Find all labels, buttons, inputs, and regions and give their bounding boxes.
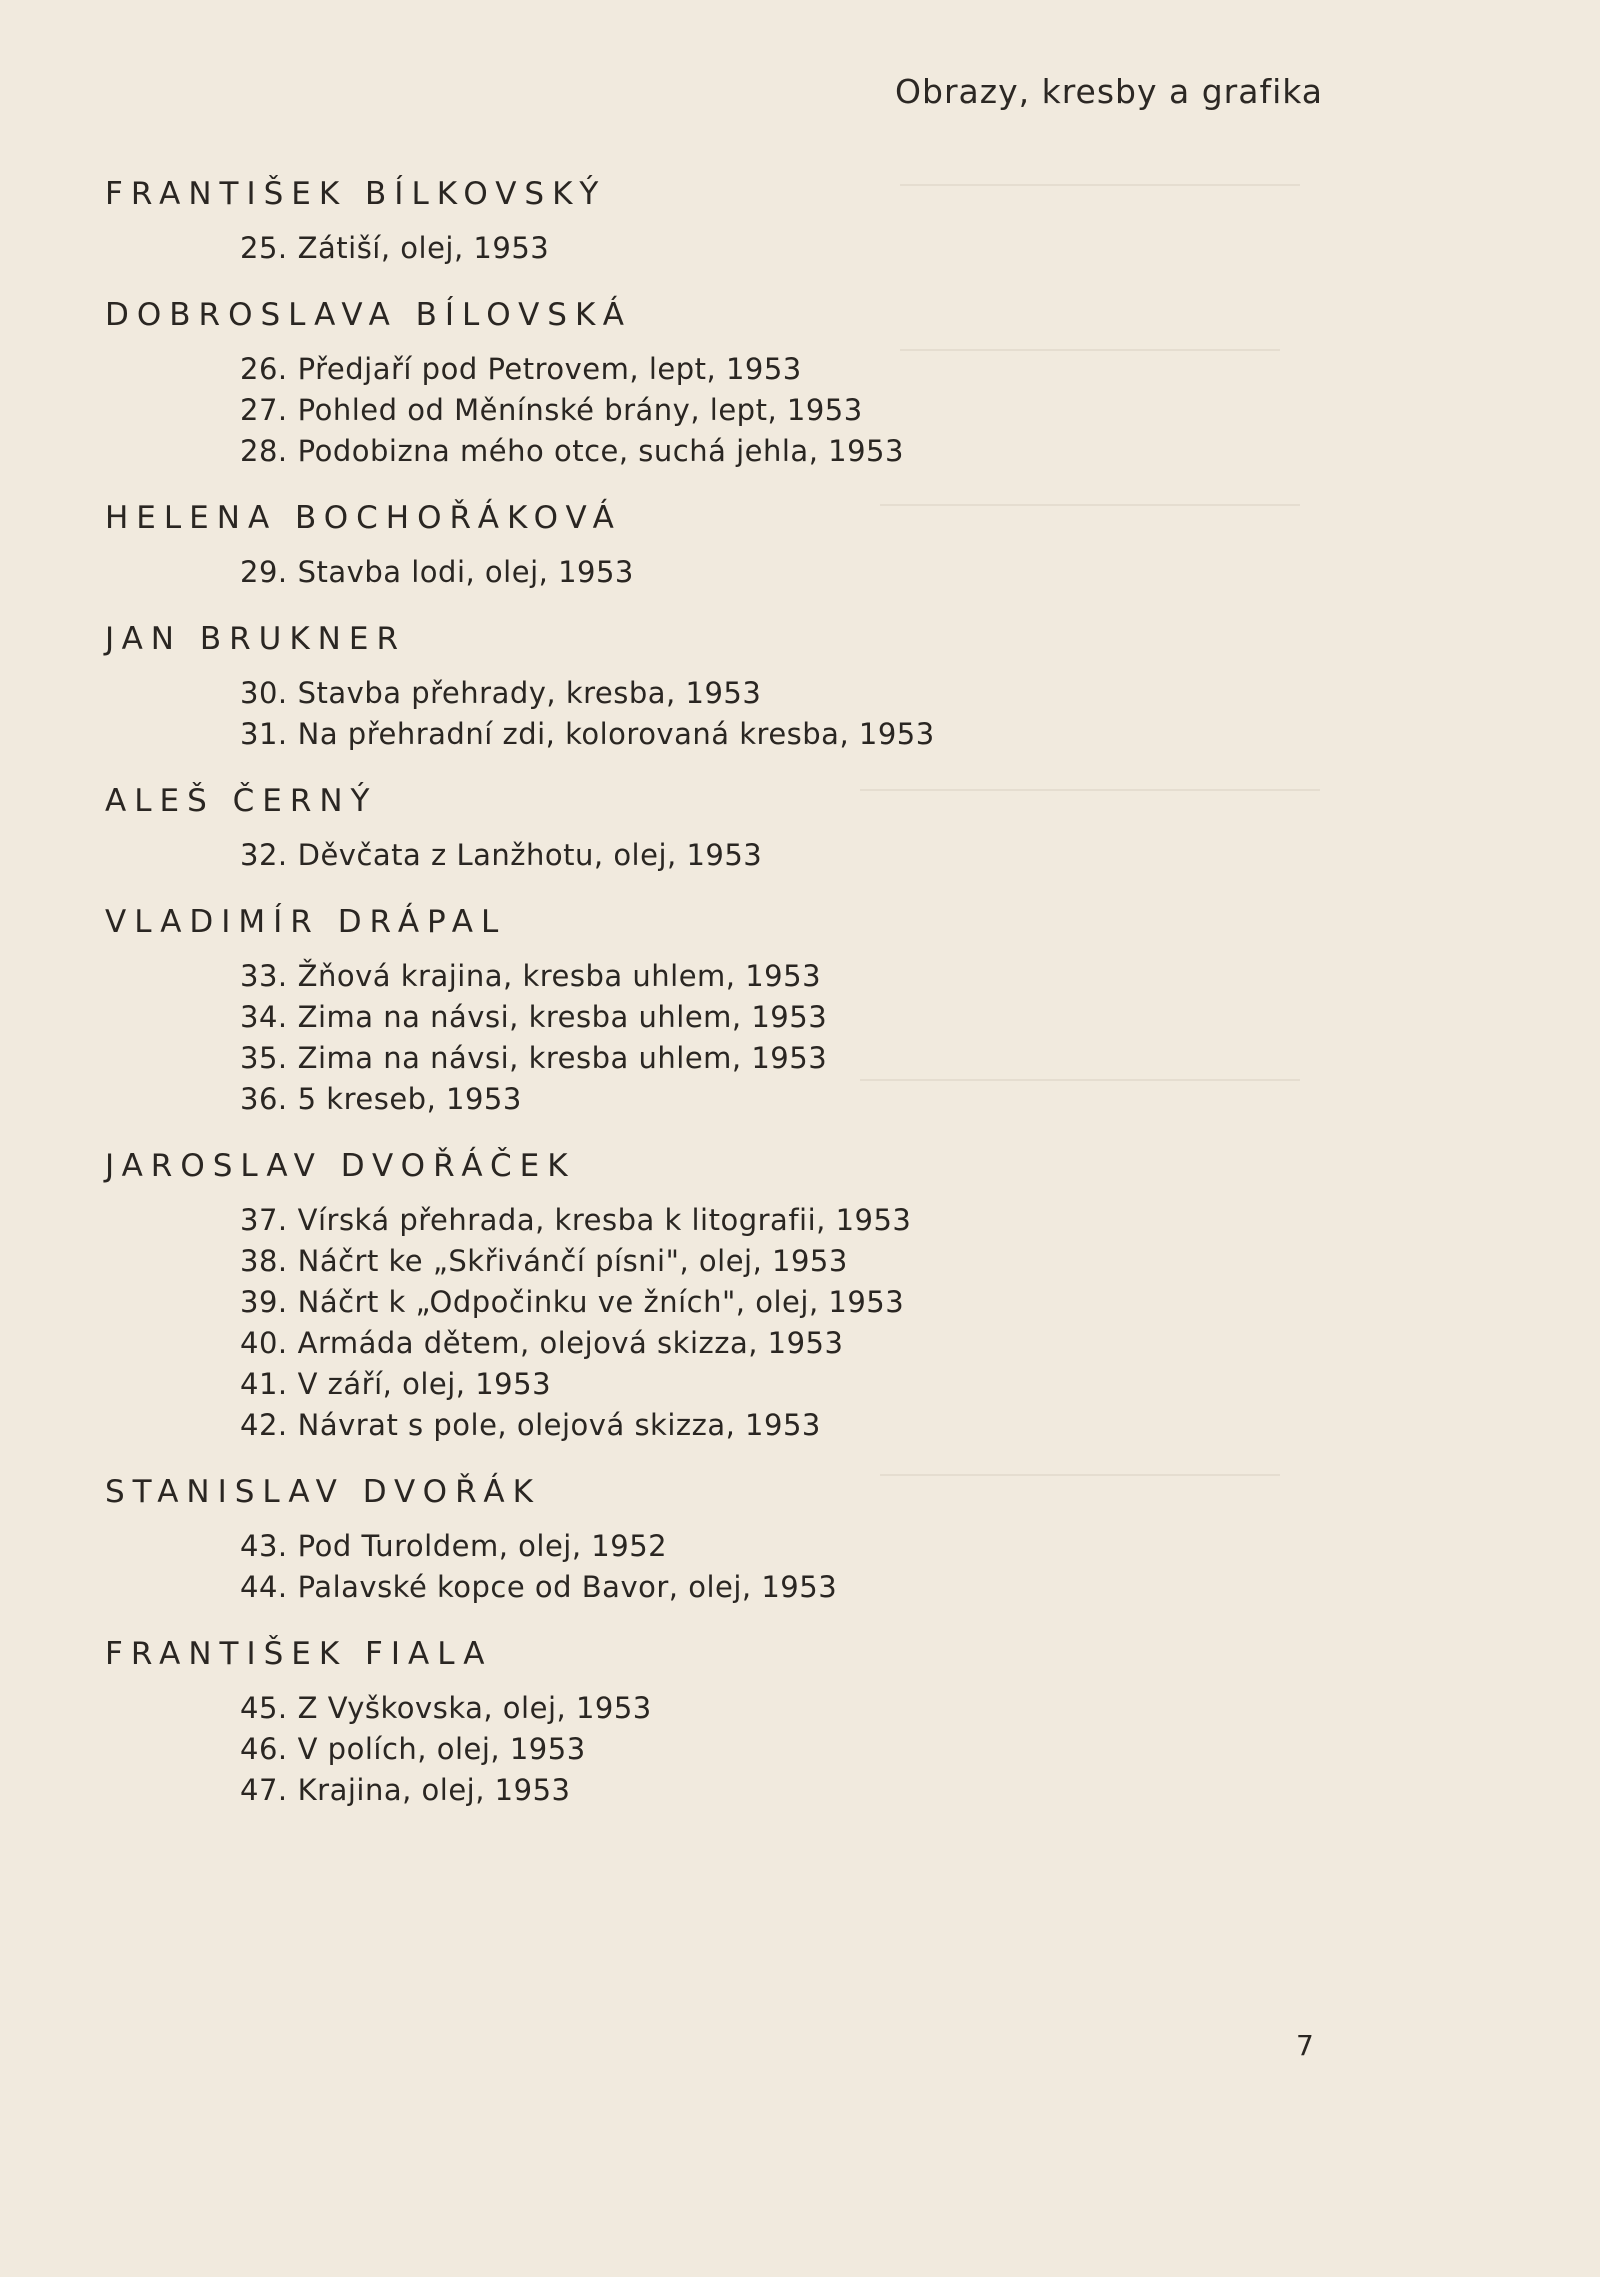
work-item [0, 1405, 1600, 1446]
work-number: 44. [240, 1570, 288, 1604]
work-title: V září, olej, 1953 [297, 1367, 552, 1401]
work-title: Děvčata z Lanžhotu, olej, 1953 [297, 838, 763, 872]
work-number: 29. [240, 555, 288, 589]
work-title: Na přehradní zdi, kolorovaná kresba, 1953 [297, 717, 935, 751]
artist-entry [0, 170, 1600, 269]
work-number: 30. [240, 676, 288, 710]
work-number: 26. [240, 352, 288, 386]
work-title: Zátiší, olej, 1953 [297, 231, 550, 265]
section-heading: Obrazy, kresby a grafika [895, 72, 1323, 111]
work-item [0, 1567, 1600, 1608]
work-item [0, 1688, 1600, 1729]
work-item [0, 1364, 1600, 1405]
work-number: 42. [240, 1408, 288, 1442]
artist-name: ALEŠ ČERNÝ [105, 783, 378, 819]
artist-entry [0, 1630, 1600, 1811]
work-item [0, 1200, 1600, 1241]
work-title: Náčrt ke „Skřivánčí písni", olej, 1953 [297, 1244, 848, 1278]
work-number: 40. [240, 1326, 288, 1360]
work-item [0, 1323, 1600, 1364]
work-title: Zima na návsi, kresba uhlem, 1953 [297, 1041, 828, 1075]
work-number: 41. [240, 1367, 288, 1401]
artist-list [0, 170, 1600, 1811]
work-list [0, 552, 1600, 593]
work-number: 32. [240, 838, 288, 872]
work-number: 36. [240, 1082, 288, 1116]
work-title: Stavba přehrady, kresba, 1953 [297, 676, 762, 710]
artist-entry [0, 494, 1600, 593]
artist-name: STANISLAV DVOŘÁK [105, 1474, 541, 1510]
work-title: Krajina, olej, 1953 [297, 1773, 571, 1807]
work-title: Palavské kopce od Bavor, olej, 1953 [297, 1570, 838, 1604]
work-item [0, 956, 1600, 997]
work-title: Náčrt k „Odpočinku ve žních", olej, 1953 [297, 1285, 905, 1319]
work-title: Žňová krajina, kresba uhlem, 1953 [297, 959, 822, 993]
work-list [0, 956, 1600, 1120]
work-number: 47. [240, 1773, 288, 1807]
work-list [0, 673, 1600, 755]
work-item [0, 552, 1600, 593]
work-title: V polích, olej, 1953 [297, 1732, 586, 1766]
artist-name: JAN BRUKNER [105, 621, 406, 657]
work-title: Armáda dětem, olejová skizza, 1953 [297, 1326, 844, 1360]
artist-entry [0, 898, 1600, 1120]
work-item [0, 714, 1600, 755]
work-title: Předjaří pod Petrovem, lept, 1953 [297, 352, 802, 386]
artist-entry [0, 1142, 1600, 1446]
work-item [0, 1729, 1600, 1770]
work-title: Podobizna mého otce, suchá jehla, 1953 [297, 434, 904, 468]
artist-name: JAROSLAV DVOŘÁČEK [105, 1148, 576, 1184]
artist-name: FRANTIŠEK FIALA [105, 1636, 493, 1672]
work-title: Stavba lodi, olej, 1953 [297, 555, 634, 589]
work-title: Zima na návsi, kresba uhlem, 1953 [297, 1000, 828, 1034]
work-title: Pohled od Měnínské brány, lept, 1953 [297, 393, 863, 427]
work-item [0, 997, 1600, 1038]
work-number: 45. [240, 1691, 288, 1725]
work-number: 31. [240, 717, 288, 751]
work-item [0, 835, 1600, 876]
work-number: 33. [240, 959, 288, 993]
work-item [0, 1770, 1600, 1811]
work-list [0, 1526, 1600, 1608]
work-title: 5 kreseb, 1953 [297, 1082, 522, 1116]
work-number: 25. [240, 231, 288, 265]
work-item [0, 1241, 1600, 1282]
work-number: 35. [240, 1041, 288, 1075]
work-title: Návrat s pole, olejová skizza, 1953 [297, 1408, 821, 1442]
work-list [0, 1200, 1600, 1446]
work-number: 34. [240, 1000, 288, 1034]
work-item [0, 673, 1600, 714]
work-item [0, 1038, 1600, 1079]
work-number: 43. [240, 1529, 288, 1563]
work-item [0, 1079, 1600, 1120]
artist-entry [0, 777, 1600, 876]
artist-entry [0, 291, 1600, 472]
artist-name: VLADIMÍR DRÁPAL [105, 904, 507, 940]
work-title: Z Vyškovska, olej, 1953 [297, 1691, 652, 1725]
work-number: 28. [240, 434, 288, 468]
artist-name: DOBROSLAVA BÍLOVSKÁ [105, 297, 632, 333]
work-number: 37. [240, 1203, 288, 1237]
work-list [0, 835, 1600, 876]
artist-name: HELENA BOCHOŘÁKOVÁ [105, 500, 622, 536]
work-number: 38. [240, 1244, 288, 1278]
artist-name: FRANTIŠEK BÍLKOVSKÝ [105, 176, 607, 212]
work-item [0, 390, 1600, 431]
page-number: 7 [1296, 2029, 1314, 2062]
work-list [0, 349, 1600, 472]
work-list [0, 228, 1600, 269]
work-item [0, 431, 1600, 472]
work-title: Vírská přehrada, kresba k litografii, 1953 [297, 1203, 912, 1237]
work-number: 46. [240, 1732, 288, 1766]
work-list [0, 1688, 1600, 1811]
work-title: Pod Turoldem, olej, 1952 [297, 1529, 668, 1563]
work-item [0, 1282, 1600, 1323]
work-number: 27. [240, 393, 288, 427]
work-item [0, 349, 1600, 390]
work-item [0, 1526, 1600, 1567]
work-item [0, 228, 1600, 269]
work-number: 39. [240, 1285, 288, 1319]
artist-entry [0, 1468, 1600, 1608]
artist-entry [0, 615, 1600, 755]
